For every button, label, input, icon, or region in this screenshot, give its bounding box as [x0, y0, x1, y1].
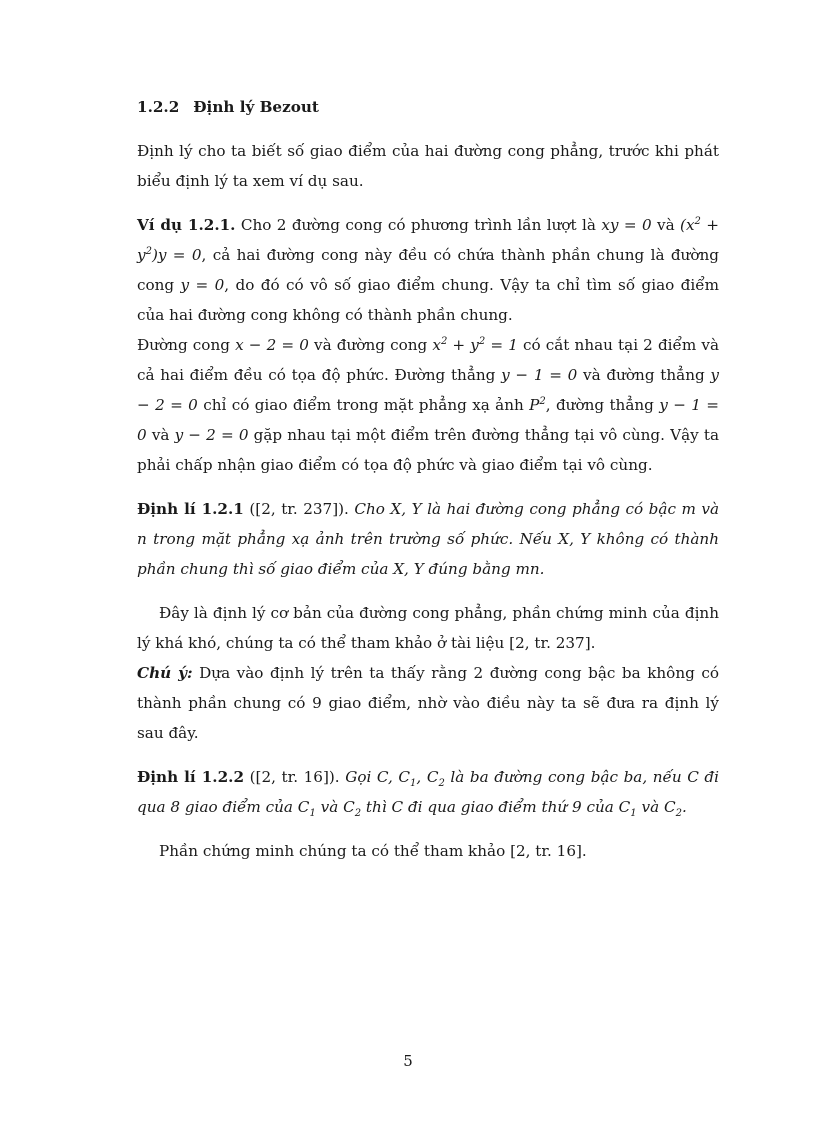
- theorem-1-label: Định lí 1.2.1: [137, 500, 244, 518]
- equation-y-2-b: y − 2 = 0: [174, 426, 249, 444]
- note-paragraph: [137, 658, 719, 748]
- example-text-10: , đường thẳng: [545, 396, 654, 414]
- proof-reference: Phần chứng minh chúng ta có thể tham khảo [2, tr. 16].: [159, 842, 587, 860]
- example-text-6: và đường cong: [314, 336, 428, 354]
- example-text-5: Đường cong: [137, 336, 230, 354]
- note-text: Dựa vào định lý trên ta thấy rằng 2 đường cong bậc ba không có thành phần chung có 9 giao điểm, nhờ vào điều này ta sẽ đưa ra định lý sau đây.: [137, 664, 720, 742]
- theorem-1-ref: ([2, tr. 237]).: [249, 500, 349, 518]
- remark-paragraph: Đây là định lý cơ bản của đường cong phẳng, phần chứng minh của định lý khá khó, chúng ta có thể tham khảo ở tài liệu [2, tr. 237].: [137, 604, 719, 652]
- example-paragraph: [137, 210, 719, 480]
- example-text-3: , cả hai đường cong này đều có chứa thành phần chung là đường cong: [137, 246, 719, 294]
- example-text-4: , do đó có vô số giao điểm chung. Vậy ta chỉ tìm số giao điểm của hai đường cong không có thành phần chung.: [137, 276, 719, 324]
- equation-x-2: x − 2 = 0: [235, 336, 309, 354]
- section-title: Định lý Bezout: [193, 98, 319, 116]
- equation-xy: xy = 0: [601, 216, 652, 234]
- equation-circle: $x^2 + y^2 = 1$: [432, 335, 518, 354]
- theorem-2-ref: ([2, tr. 16]).: [249, 768, 340, 786]
- theorem-2-text: Gọi C, $C_1$, $C_2$ là ba đường cong bậc ba, nếu C đi qua 8 giao điểm của $C_1$ và $C_2$ thì C đi qua giao điểm thứ 9 của $C_1$ và $C_2$.: [137, 768, 720, 820]
- page-body: [137, 92, 719, 866]
- example-text-1: Cho 2 đường cong có phương trình lần lượt là: [240, 216, 596, 234]
- equation-x2y2y: $(x^2 + y^2)y = 0$: [137, 215, 720, 264]
- equation-y0: y = 0: [180, 276, 225, 294]
- example-text-9: chỉ có giao điểm trong mặt phẳng xạ ảnh: [203, 396, 524, 414]
- theorem-1: [137, 494, 719, 584]
- equation-y-2: y − 2 = 0: [137, 366, 720, 414]
- section-number: 1.2.2: [137, 98, 180, 116]
- theorem-2: [137, 762, 719, 822]
- equation-y-1: y − 1 = 0: [501, 366, 578, 384]
- page-number: 5: [403, 1052, 413, 1070]
- example-text-12: gặp nhau tại một điểm trên đường thẳng tại vô cùng. Vậy ta phải chấp nhận giao điểm có tọa độ phức và giao điểm tại vô cùng.: [137, 426, 720, 474]
- example-text-7: có cắt nhau tại 2 điểm và cả hai điểm đều có tọa độ phức. Đường thẳng: [137, 336, 720, 384]
- equation-y-1-b: y − 1 = 0: [137, 396, 720, 444]
- section-heading: [137, 92, 719, 122]
- theorem-2-label: Định lí 1.2.2: [137, 768, 245, 786]
- example-text-8: và đường thẳng: [583, 366, 705, 384]
- intro-paragraph: Định lý cho ta biết số giao điểm của hai đường cong phẳng, trước khi phát biểu định lý ta xem ví dụ sau.: [137, 142, 719, 190]
- note-label: Chú ý:: [137, 664, 193, 682]
- example-label: Ví dụ 1.2.1.: [137, 216, 236, 234]
- theorem-1-text: Cho X, Y là hai đường cong phẳng có bậc m và n trong mặt phẳng xạ ảnh trên trường số phức. Nếu X, Y không có thành phần chung thì số giao điểm của X, Y đúng bằng mn.: [137, 500, 719, 578]
- equation-p2: $P^2$: [529, 395, 546, 414]
- example-text-11: và: [151, 426, 170, 444]
- example-text-2: và: [657, 216, 675, 234]
